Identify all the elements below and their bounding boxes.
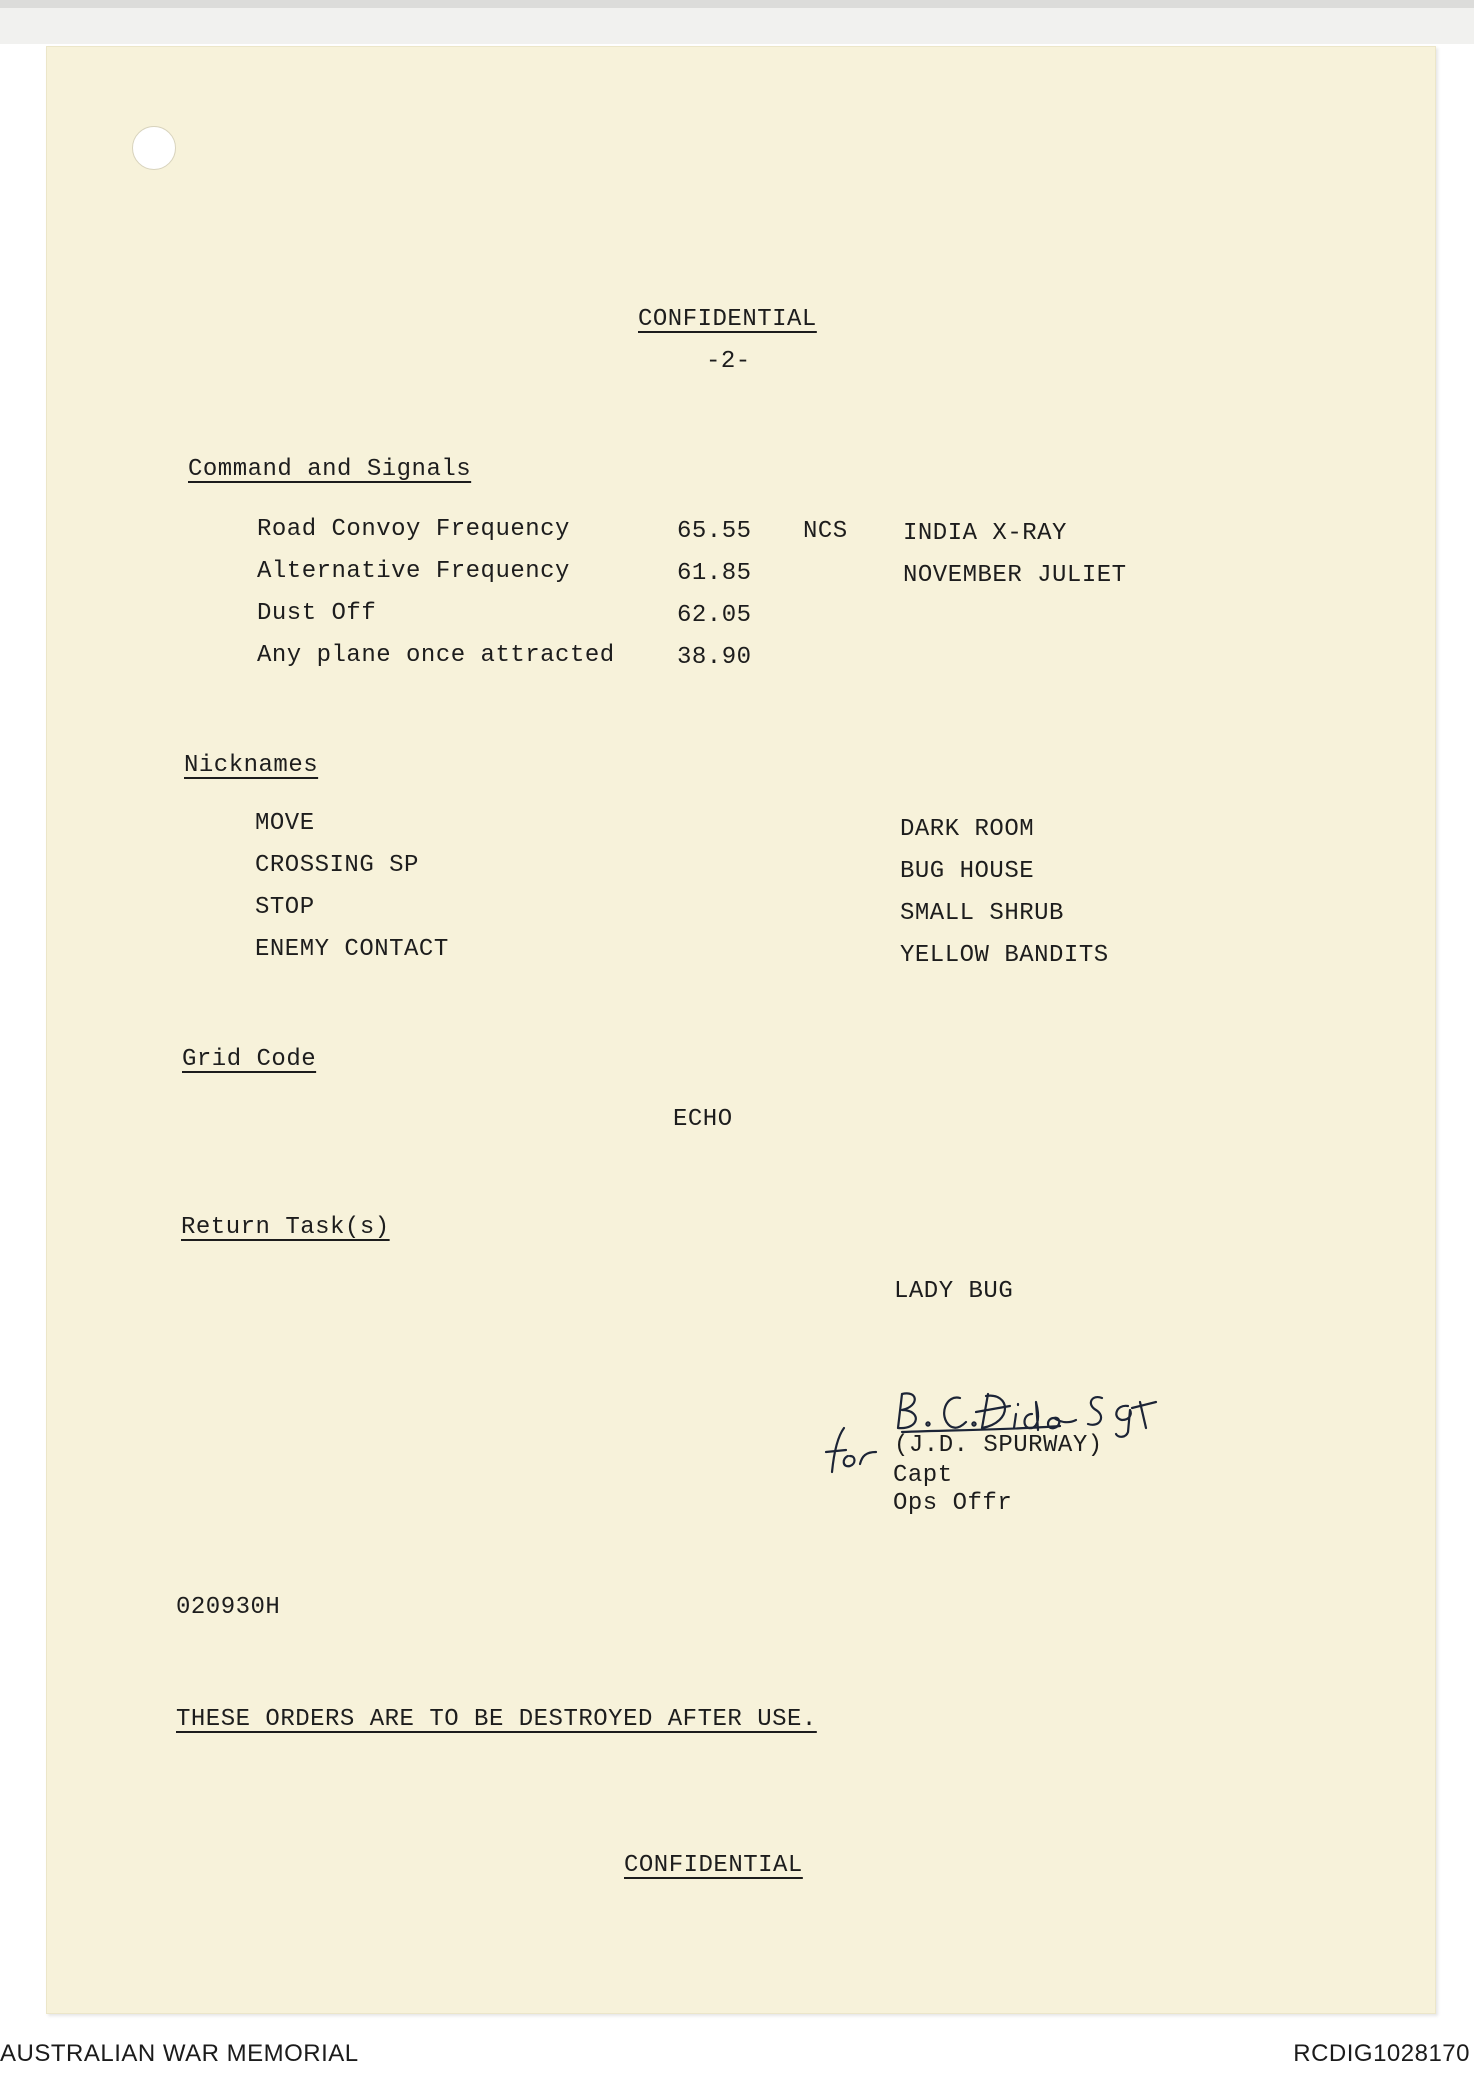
nickname-value: YELLOW BANDITS bbox=[900, 942, 1109, 969]
section-heading-grid-code: Grid Code bbox=[182, 1046, 317, 1073]
signal-label: Any plane once attracted bbox=[257, 642, 615, 669]
page-number: -2- bbox=[706, 348, 751, 375]
signatory-appointment: Ops Offr bbox=[893, 1490, 1013, 1517]
return-task-value: LADY BUG bbox=[894, 1278, 1014, 1305]
section-heading-command-signals: Command and Signals bbox=[188, 456, 472, 483]
signal-frequency: 61.85 bbox=[677, 560, 752, 587]
nickname-value: DARK ROOM bbox=[900, 816, 1035, 843]
archive-reference-id: RCDIG1028170 bbox=[1293, 2040, 1470, 2067]
destroy-warning: THESE ORDERS ARE TO BE DESTROYED AFTER USE. bbox=[176, 1706, 817, 1733]
signal-label: Road Convoy Frequency bbox=[257, 516, 570, 543]
header-title: CONFIDENTIAL bbox=[638, 306, 817, 333]
footer-title: CONFIDENTIAL bbox=[624, 1852, 803, 1879]
signatory-rank: Capt bbox=[893, 1462, 953, 1489]
signal-frequency: 38.90 bbox=[677, 644, 752, 671]
grid-code-value: ECHO bbox=[673, 1106, 733, 1133]
scan-edge bbox=[0, 0, 1474, 8]
punch-hole bbox=[132, 126, 176, 170]
signal-frequency: 62.05 bbox=[677, 602, 752, 629]
date-time-group: 020930H bbox=[176, 1594, 281, 1621]
nickname-term: STOP bbox=[255, 894, 315, 921]
signal-station: NCS bbox=[803, 518, 848, 545]
handwritten-signature bbox=[810, 1372, 1160, 1482]
archive-credit: AUSTRALIAN WAR MEMORIAL bbox=[0, 2040, 359, 2067]
nickname-value: BUG HOUSE bbox=[900, 858, 1035, 885]
signal-label: Alternative Frequency bbox=[257, 558, 570, 585]
signal-frequency: 65.55 bbox=[677, 518, 752, 545]
signatory-name: (J.D. SPURWAY) bbox=[894, 1432, 1103, 1459]
signal-label: Dust Off bbox=[257, 600, 377, 627]
nickname-term: CROSSING SP bbox=[255, 852, 419, 879]
nickname-term: ENEMY CONTACT bbox=[255, 936, 449, 963]
section-heading-nicknames: Nicknames bbox=[184, 752, 319, 779]
signal-callsign: NOVEMBER JULIET bbox=[903, 562, 1127, 589]
signal-callsign: INDIA X-RAY bbox=[903, 520, 1067, 547]
nickname-term: MOVE bbox=[255, 810, 315, 837]
section-heading-return-tasks: Return Task(s) bbox=[181, 1214, 390, 1241]
nickname-value: SMALL SHRUB bbox=[900, 900, 1064, 927]
